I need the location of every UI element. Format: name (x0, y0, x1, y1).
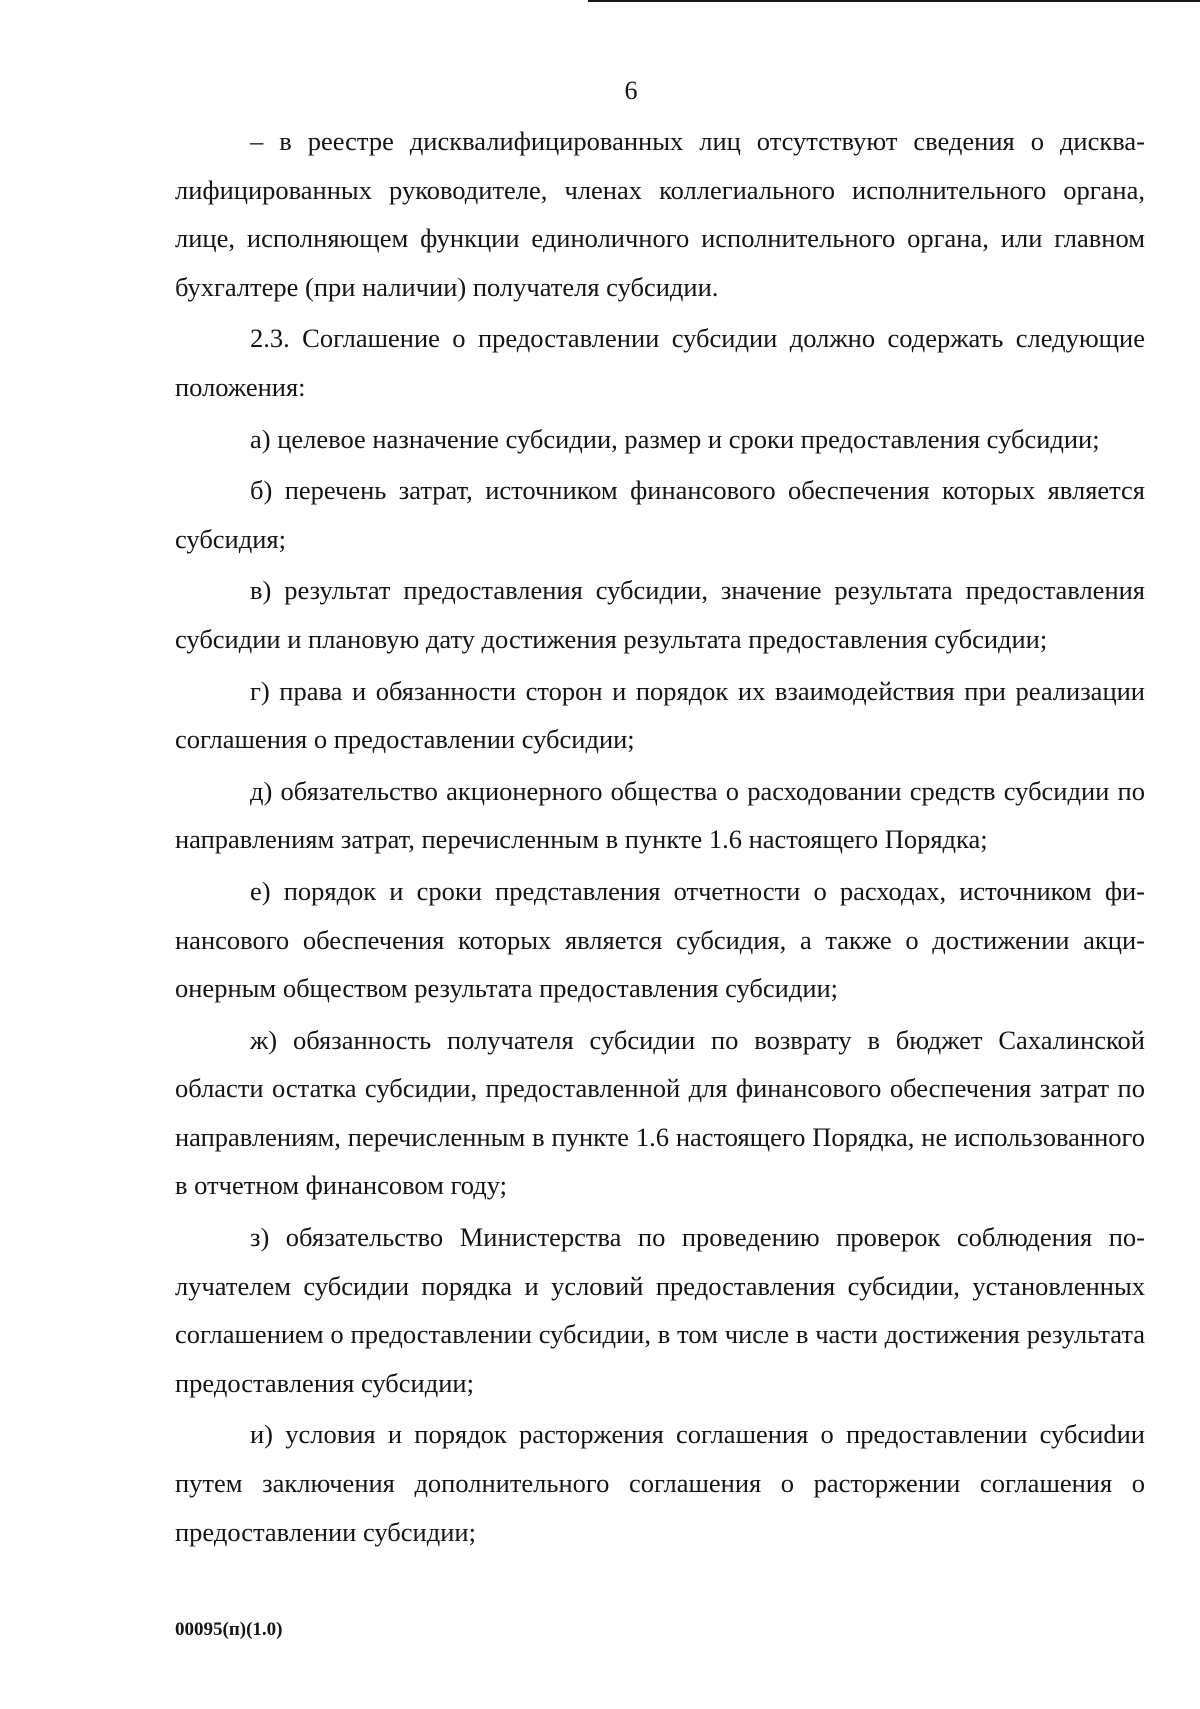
list-item-z: з) обязательство Министерства по проведению проверок соблюдения получателем субсидии порядка и условий предоставления субсидии, установленных соглашением о предоставлении субсидии, в том числе в части достижения результата предоставления субсидии; (175, 1222, 1145, 1398)
list-item-i: и) условия и порядок расторжения соглашения о предоставлении субсиdии путем заключения дополнительного соглашения о расторжении соглашения о предоставлении субсидии; (175, 1419, 1145, 1547)
list-item-zh: ж) обязанность получателя субсидии по возврату в бюджет Сахалинской области остатка субсидии, предоставленной для финансового обеспечения затрат по направлениям, перечисленным в пункте 1.6 настоящего Порядка, не использованного в отчетном финансовом году; (175, 1024, 1145, 1201)
page-number: 6 (624, 76, 638, 105)
list-item-b: б) перечень затрат, источником финансового обеспечения которых является субсидия; (175, 475, 1145, 554)
list-item-e: е) порядок и сроки представления отчетности о расходах, источником финансового обеспечения которых является субсидия, а также о достижении акционерным обществом результата предоставления субсидии; (175, 875, 1145, 1004)
paragraph-2-3: 2.3. Соглашение о предоставлении субсидии должно содержать следующие положения: (175, 323, 1145, 402)
list-item-g: г) права и обязанности сторон и порядок их взаимодействия при реализации соглашения о предоставлении субсидии; (175, 675, 1145, 755)
body-text (175, 117, 1145, 1559)
top-rule (588, 0, 1200, 2)
list-item-d: д) обязательство акционерного общества о расходовании средств субсидии по направлениям затрат, перечисленным в пункте 1.6 настоящего Порядка; (175, 775, 1145, 855)
document-code: 00095(п)(1.0) (175, 1619, 283, 1640)
list-item-v: в) результат предоставления субсидии, значение результата предоставления субсидии и плановую дату достижения результата предоставления субсидии; (175, 575, 1145, 654)
paragraph-disqualified-persons: – в реестре дисквалифицированных лиц отсутствуют сведения о дисквалифицированных руководителе, членах коллегиального исполнительного органа, лице, исполняющем функции единоличного исполнительного органа, или главном бухгалтере (при наличии) получателя субсидии. (175, 126, 1145, 302)
list-item-a: а) целевое назначение субсидии, размер и сроки предоставления субсидии; (250, 423, 1100, 454)
